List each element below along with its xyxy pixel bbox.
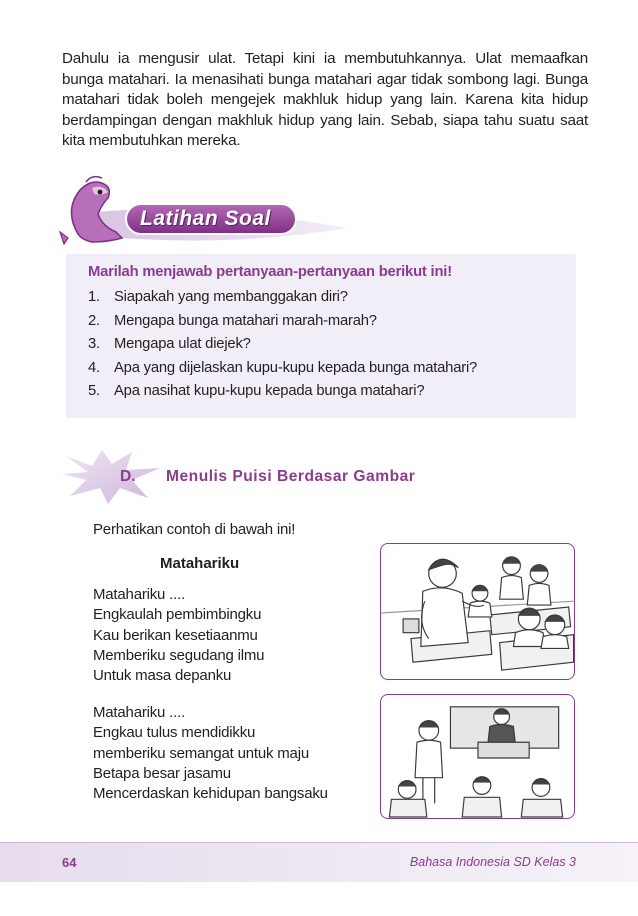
question-number: 5.: [88, 383, 100, 400]
section-title: Menulis Puisi Berdasar Gambar: [166, 468, 416, 485]
exercise-box: [66, 254, 576, 418]
poem-line: Betapa besar jasamu: [93, 764, 231, 782]
question-item: [88, 310, 558, 334]
instruction-text: Perhatikan contoh di bawah ini!: [93, 521, 296, 538]
latihan-soal-banner: [58, 174, 348, 252]
poem-line: Mencerdaskan kehidupan bangsaku: [93, 785, 328, 803]
section-header: [62, 448, 532, 504]
question-item: [88, 357, 558, 381]
poem-line: Matahariku ....: [93, 704, 186, 721]
question-text: Siapakah yang membanggakan diri?: [114, 289, 348, 305]
poem-line: Engkau tulus mendidikku: [93, 724, 256, 742]
poem-stanza-2: [93, 703, 328, 804]
question-number: 3.: [88, 336, 100, 353]
question-number: 2.: [88, 312, 100, 329]
dolphin-icon: [60, 177, 122, 244]
poem-line: Memberiku segudang ilmu: [93, 646, 265, 664]
page-number: 64: [62, 855, 77, 870]
starburst-icon: [62, 448, 162, 504]
question-item: [88, 333, 558, 357]
question-text: Mengapa ulat diejek?: [114, 336, 251, 353]
poem-line: memberiku semangat untuk maju: [93, 744, 309, 762]
question-item: [88, 380, 558, 404]
intro-paragraph: Dahulu ia mengusir ulat. Tetapi kini ia membutuhkannya. Ulat memaafkan bunga matahari. Ia menasihati bunga matahari agar tidak sombong lagi. Bunga matahari tidak boleh mengejek makhluk hidup yang lain. Karena kita hidup berdampingan dengan makhluk hidup yang lain. Sebab, siapa tahu suatu saat kita membutuhkan mereka.: [62, 50, 588, 149]
classroom-student-illustration: [380, 694, 575, 819]
question-text: Apa nasihat kupu-kupu kepada bunga matahari?: [114, 383, 425, 400]
poem-stanza-1: [93, 585, 264, 686]
footer-divider: [0, 842, 638, 843]
question-text: Mengapa bunga matahari marah-marah?: [114, 312, 377, 329]
question-list: [88, 286, 558, 404]
poem-line: Matahariku ....: [93, 586, 186, 603]
book-title: Bahasa Indonesia SD Kelas 3: [409, 855, 576, 869]
question-number: 4.: [88, 359, 100, 376]
section-letter: D.: [120, 468, 136, 485]
poem-line: Untuk masa depanku: [93, 667, 232, 685]
classroom-teacher-illustration: [380, 543, 575, 680]
question-item: [88, 286, 558, 310]
poem-title: Matahariku: [160, 555, 240, 572]
exercise-title: Marilah menjawab pertanyaan-pertanyaan berikut ini!: [88, 264, 452, 280]
banner-label: Latihan Soal: [140, 207, 271, 230]
question-number: 1.: [88, 289, 100, 305]
poem-line: Engkaulah pembimbingku: [93, 606, 262, 624]
poem-line: Kau berikan kesetiaanmu: [93, 626, 258, 644]
question-text: Apa yang dijelaskan kupu-kupu kepada bunga matahari?: [114, 359, 478, 376]
